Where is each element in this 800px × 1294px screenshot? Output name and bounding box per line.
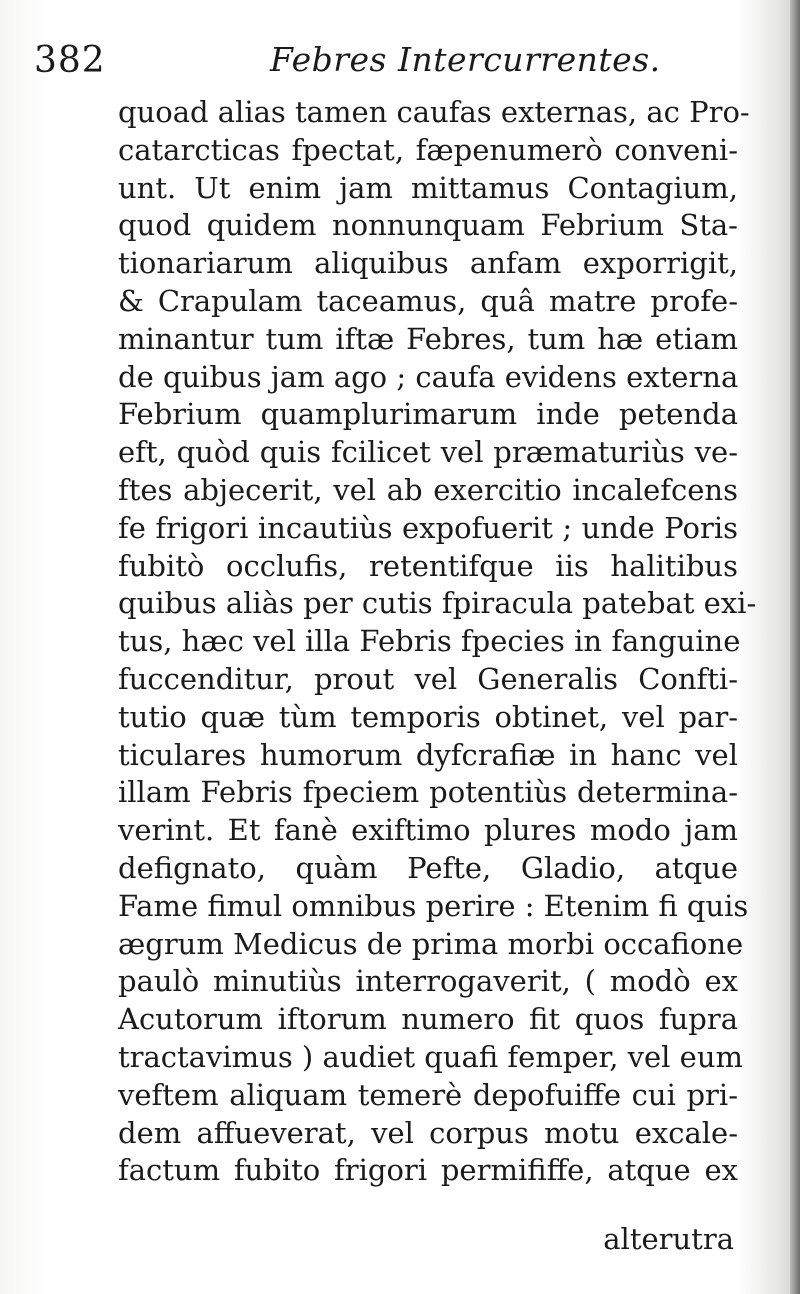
text-line: fubitò occlufis, retentifque iis halitibus [118,548,738,583]
text-line: Febrium quamplurimarum inde petenda [118,397,738,432]
text-line: fuccenditur, prout vel Generalis Confti- [118,661,738,696]
text-line: Acutorum iftorum numero fit quos fupra [118,1002,738,1037]
text-line: quibus aliàs per cutis fpiracula patebat exi- [118,586,757,621]
text-line: eft, quòd quis fcilicet vel præmaturiùs ve- [118,435,738,470]
text-line: paulò minutiùs interrogaverit, ( modò ex [118,964,738,999]
text-line: catarcticas fpectat, fæpenumerò conveni- [118,132,738,167]
text-line: verint. Et fanè exiftimo plures modo jam [118,813,738,848]
text-line: Fame fimul omnibus perire : Etenim fi quis [118,888,749,923]
text-line: tionariarum aliquibus anfam exporrigit, [118,246,738,281]
text-line: dem affueverat, vel corpus motu excale- [118,1115,738,1150]
text-line: tus, hæc vel illa Febris fpecies in fanguine [118,624,741,659]
text-line: ægrum Medicus de prima morbi occafione [118,926,744,961]
text-line: tutio quæ tùm temporis obtinet, vel par- [118,699,738,734]
text-line: ticulares humorum dyfcrafiæ in hanc vel [118,737,738,772]
body-text [118,94,757,1190]
text-line: unt. Ut enim jam mittamus Contagium, [118,170,738,205]
page-edge-shadow [790,0,800,1294]
text-line: factum fubito frigori permififfe, atque ex [118,1153,738,1188]
text-line: defignato, quàm Pefte, Gladio, atque [118,850,738,885]
text-line: quoad alias tamen caufas externas, ac Pro- [118,95,750,129]
text-line: quod quidem nonnunquam Febrium Sta- [118,208,738,243]
text-line: tractavimus ) audiet quafi femper, vel eum [118,1039,744,1074]
page-number: 382 [34,40,106,81]
text-line: illam Febris fpeciem potentiùs determina- [118,775,738,810]
text-line: minantur tum iftæ Febres, tum hæ etiam [118,321,738,356]
text-line: fe frigori incautiùs expofuerit ; unde Poris [118,510,738,545]
catchword: alterutra [603,1222,734,1256]
running-head: Febres Intercurrentes. [270,40,661,79]
text-line: ftes abjecerit, vel ab exercitio incalefcens [118,472,738,507]
text-line: veftem aliquam temerè depofuiffe cui pri- [118,1077,738,1112]
text-line: de quibus jam ago ; caufa evidens externa [118,359,739,394]
text-line: & Crapulam taceamus, quâ matre profe- [118,283,738,318]
